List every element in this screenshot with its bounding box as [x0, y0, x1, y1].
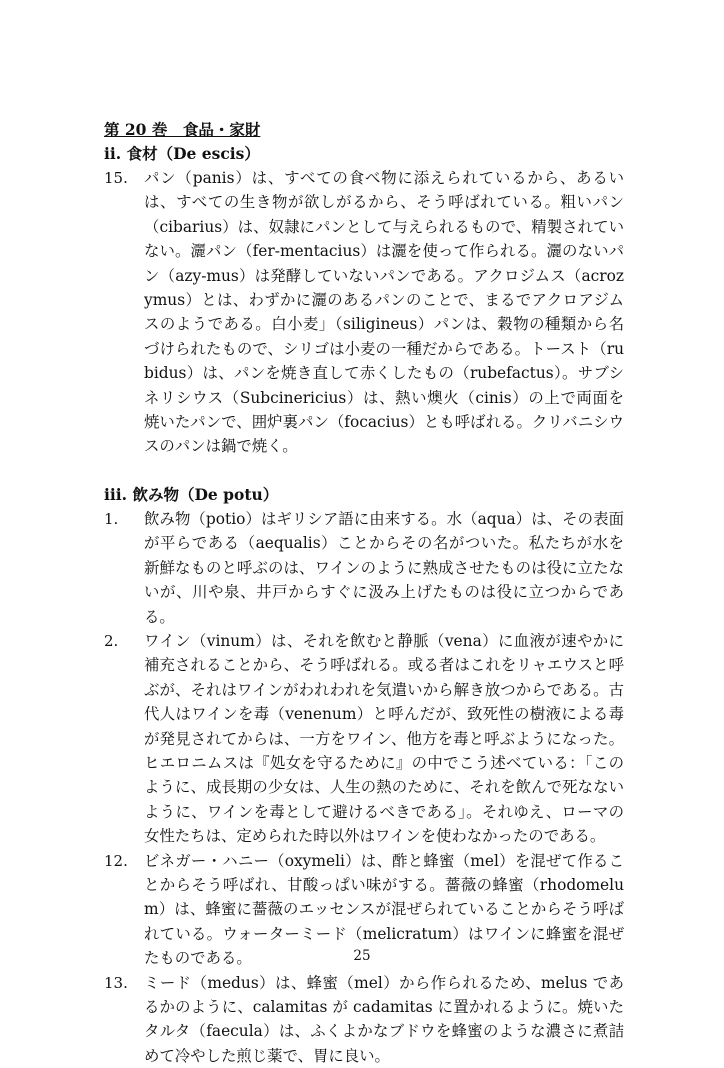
section-heading: ii. 食材（De escis）: [104, 144, 260, 163]
page-number: 25: [353, 948, 371, 964]
entry-15: [104, 166, 624, 459]
page-content: [104, 118, 624, 1068]
entry-13: [104, 971, 624, 1068]
entry-text: ワイン（vinum）は、それを飲むと静脈（vena）に血液が速やかに補充されることから、そう呼ばれる。或る者はこれをリャエウスと呼ぶが、それはワインがわれわれを気遣いから解き放つからである。古代人はワインを毒（venenum）と呼んだが、致死性の樹液による毒が発見されてからは、一方をワイン、他方を毒と呼ぶようになった。ヒエロニムスは『処女を守るために』の中でこう述べている：「このように、成長期の少女は、人生の熱のために、それを飲んで死なないように、ワインを毒として避けるべきである」。それゆえ、ローマの女性たちは、定められた時以外はワインを使わなかったのである。: [144, 631, 624, 846]
entry-text: ビネガー・ハニー（oxymeli）は、酢と蜂蜜（mel）を混ぜて作ることからそう呼ばれ、甘酸っぱい味がする。薔薇の蜂蜜（rhodomelum）は、蜂蜜に薔薇のエッセンスが混ぜられていることからそう呼ばれている。ウォーターミード（melicratum）はワインに蜂蜜を混ぜたものである。: [144, 851, 624, 968]
entry-text: パン（panis）は、すべての食べ物に添えられているから、あるいは、すべての生き物が欲しがるから、そう呼ばれている。粗いパン（cibarius）は、奴隷にパンとして与えられるもので、精製されていない。灑パン（fer-mentacius）は灑を使って作られる。灑のないパン（azy-mus）は発酵していないパンである。アクロジムス（acrozymus）とは、わずかに灑のあるパンのことで、まるでアクロアジムスのようである。白小麦」（siligineus）パンは、穀物の種類から名づけられたもので、シリゴは小麦の一種だからである。トースト（rubidus）は、パンを焼き直して赤くしたもの（rubefactus）。サブシネリシウス（Subcinericius）は、熱い燠火（cinis）の上で両面を焼いたパンで、囲炉裏パン（focacius）とも呼ばれる。クリバニシウスのパンは鍋で焼く。: [144, 169, 624, 456]
entry-text: ミード（medus）は、蜂蜜（mel）から作られるため、melus であるかのように、calamitas が cadamitas に置かれるように。焼いたタルタ（faecula）は、ふくよかなブドウを蜂蜜のような濃さに煮詰めて冷やした煎じ薬で、胃に良い。: [144, 973, 624, 1065]
entry-text: 飲み物（potio）はギリシア語に由来する。水（aqua）は、その表面が平らである（aequalis）ことからその名がついた。私たちが水を新鮮なものと呼ぶのは、ワインのように熟成させたものは役に立たないが、川や泉、井戸からすぐに汲み上げたものは役に立つからである。: [144, 509, 624, 626]
entry-number: 13.: [104, 973, 128, 992]
entry-number: 15.: [104, 169, 128, 187]
section-heading: iii. 飲み物（De potu）: [104, 484, 279, 504]
entry-number: 12.: [104, 851, 128, 870]
section-ii: [104, 142, 624, 459]
section-iii: [104, 483, 624, 1068]
entry-1: [104, 507, 624, 629]
entry-number: 1.: [104, 509, 119, 528]
volume-title: 第 20 巻 食品・家財: [104, 120, 261, 139]
entry-number: 2.: [104, 631, 119, 650]
entry-2: [104, 629, 624, 849]
